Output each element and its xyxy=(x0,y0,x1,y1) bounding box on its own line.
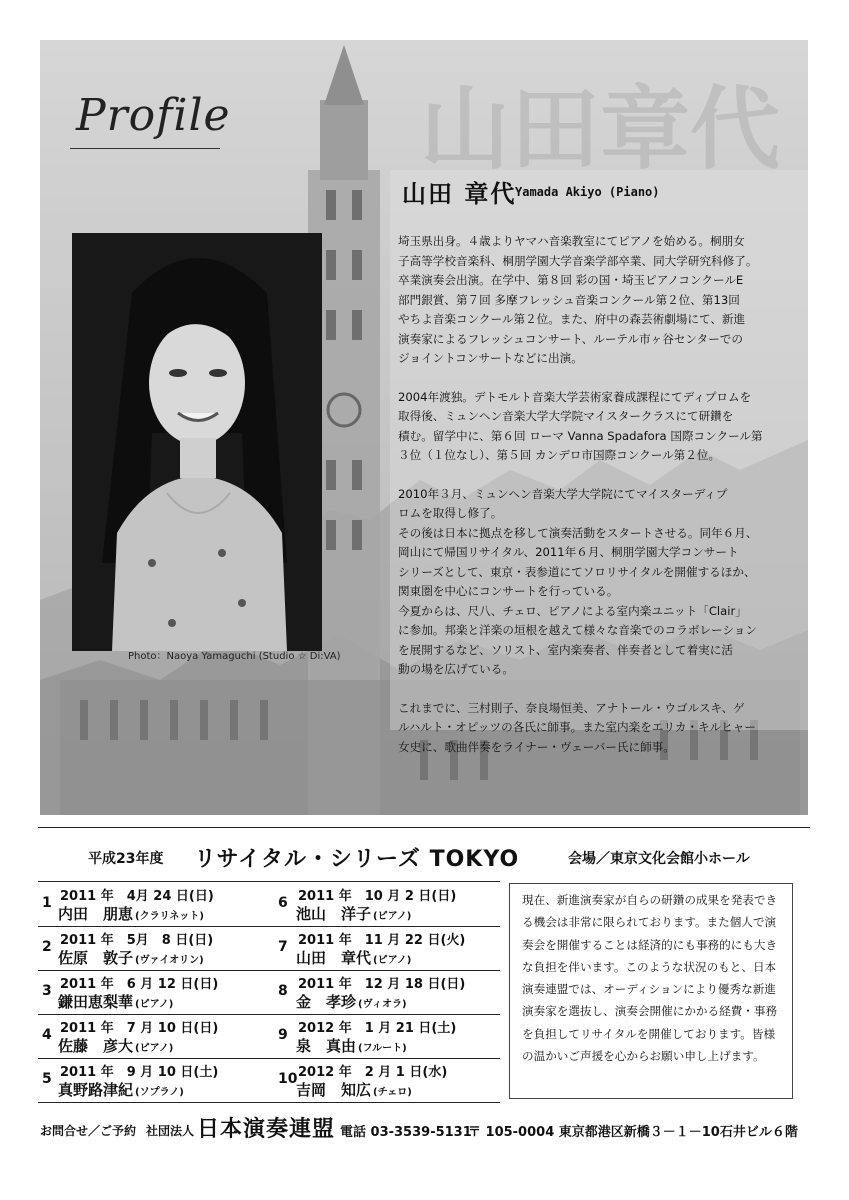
performer-name: 佐原 敦子 xyxy=(58,949,134,967)
postal-address: 〒 105-0004 東京都港区新橋３－１－10石井ビル６階 xyxy=(468,1125,798,1140)
performer-biography xyxy=(398,232,776,776)
concert-number: 4 xyxy=(42,1027,52,1043)
concert-date: 2011 年 4月 24 日(日) xyxy=(60,889,214,904)
concert-date: 2012 年 2 月 1 日(水) xyxy=(298,1065,448,1080)
schedule-row xyxy=(38,926,500,971)
bio-paragraph: 今夏からは、尺八、チェロ、ピアノによる室内楽ユニット「Clair」 に参加。邦楽と洋楽の垣根を越えて様々な音楽でのコラボレーション を展開するなど、ソリスト、室内楽奏者、伴奏者として着実に活 動の場を広げている。 xyxy=(398,603,757,676)
inquiry-label: お問合せ／ご予約 xyxy=(40,1124,137,1138)
concert-entry xyxy=(38,970,276,1014)
concert-date: 2011 年 10 月 2 日(日) xyxy=(298,889,457,904)
performer-name: 山田 章代 xyxy=(296,949,372,967)
organization-name: 日本演奏連盟 xyxy=(197,1117,336,1142)
bio-paragraph: 埼玉県出身。４歳よりヤマハ音楽教室にてピアノを始める。桐朋女 子高等学校音楽科、桐朋学園大学音楽学部卒業、同大学研究科修了。 卒業演奏会出演。在学中、第８回 彩の国・埼玉ピアノコンクールE 部門銀賞、第７回 多摩フレッシュ音楽コンクール第２位、第13回 やちよ音楽コンクール第２位。また、府中の森芸術劇場にて、新進 演奏家によるフレッシュコンサート、ルーテル市ヶ谷センターでの ジョイントコンサートなどに出演。 xyxy=(398,234,758,365)
concert-entry xyxy=(276,1014,500,1058)
performer-entry xyxy=(58,1079,184,1100)
photo-credit: Photo：Naoya Yamaguchi (Studio ☆ Di:VA) xyxy=(128,651,341,662)
performer-instrument: (チェロ) xyxy=(373,1087,412,1098)
performer-instrument: (ヴィオラ) xyxy=(358,999,407,1010)
concert-entry xyxy=(38,1058,276,1102)
schedule-row xyxy=(38,1014,500,1059)
performer-entry xyxy=(296,903,411,924)
concert-number: 10 xyxy=(278,1071,298,1087)
performer-name: 真野路津紀 xyxy=(58,1081,134,1099)
performer-entry xyxy=(296,1079,412,1100)
bio-paragraph: その後は日本に拠点を移して演奏活動をスタートさせる。同年６月、 岡山にて帰国リサイタル、2011年６月、桐朋学園大学コンサート シリーズとして、東京・表参道にてソロリサイタルを開催するほか、 関東圏を中心にコンサートを行っている。 xyxy=(398,525,758,598)
performer-name-japanese: 山田 章代 xyxy=(402,180,517,208)
schedule-row xyxy=(38,882,500,927)
concert-entry xyxy=(276,1058,500,1102)
series-header xyxy=(0,842,849,872)
performer-entry xyxy=(58,903,204,924)
performer-name: 鎌田恵梨華 xyxy=(58,993,134,1011)
performer-entry xyxy=(296,1035,407,1056)
performer-name: 吉岡 知広 xyxy=(296,1081,372,1099)
performer-entry xyxy=(58,991,173,1012)
concert-number: 6 xyxy=(278,895,288,911)
concert-number: 3 xyxy=(42,983,52,999)
performer-instrument: (クラリネット) xyxy=(135,911,204,922)
phone-number: 電話 03-3539-5131 xyxy=(340,1125,472,1140)
organization-type: 社団法人 xyxy=(146,1124,195,1138)
concert-number: 1 xyxy=(42,895,52,911)
performer-entry xyxy=(296,947,411,968)
schedule-row xyxy=(38,1058,500,1103)
portrait-image xyxy=(72,233,322,651)
concert-date: 2011 年 9 月 10 日(土) xyxy=(60,1065,219,1080)
performer-entry xyxy=(58,947,204,968)
bio-paragraph: これまでに、三村則子、奈良場恒美、アナトール・ウゴルスキ、ゲ ルハルト・オピッツの各氏に師事。また室内楽をエリカ・キルヒャー 女史に、歌曲伴奏をライナー・ヴェーバー氏に師事。 xyxy=(398,700,756,754)
concert-date: 2012 年 1 月 21 日(土) xyxy=(298,1021,457,1036)
schedule-row xyxy=(38,970,500,1015)
profile-underline xyxy=(70,148,220,149)
concert-date: 2011 年 5月 8 日(日) xyxy=(60,933,214,948)
series-title: リサイタル・シリーズ TOKYO xyxy=(194,847,520,872)
performer-entry xyxy=(296,991,407,1012)
performer-instrument: (ピアノ) xyxy=(373,911,412,922)
concert-number: 2 xyxy=(42,939,52,955)
concert-date: 2011 年 7 月 10 日(日) xyxy=(60,1021,219,1036)
concert-entry xyxy=(38,882,276,926)
contact-footer xyxy=(0,1112,849,1142)
series-description: 現在、新進演奏家が自らの研鑽の成果を発表できる機会は非常に限られております。また個人で演奏会を開催することは経済的にも事務的にも大きな負担を伴います。このような状況のもと、日本演奏連盟では、オーディションにより優秀な新進演奏家を選抜し、演奏会開催にかかる経費・事務を負担してリサイタルを開催しております。皆様の温かいご声援を心からお願い申し上げます。 xyxy=(509,883,793,1099)
performer-name: 泉 真由 xyxy=(296,1037,357,1055)
bio-paragraph: 2004年渡独。デトモルト音楽大学芸術家養成課程にてディプロムを 取得後、ミュンヘン音楽大学大学院マイスタークラスにて研鑽を 積む。留学中に、第６回 ローマ Vanna Spadafora 国際コンクール第 ３位（１位なし）、第５回 カンデロ市国際コンクール第２位。 xyxy=(398,389,763,462)
concert-entry xyxy=(38,926,276,970)
concert-entry xyxy=(276,970,500,1014)
concert-date: 2011 年 6 月 12 日(日) xyxy=(60,977,219,992)
concert-date: 2011 年 12 月 18 日(日) xyxy=(298,977,466,992)
performer-instrument: (フルート) xyxy=(358,1043,407,1054)
concert-entry xyxy=(276,926,500,970)
concert-number: 9 xyxy=(278,1027,288,1043)
concert-number: 7 xyxy=(278,939,288,955)
series-year: 平成23年度 xyxy=(88,851,164,867)
performer-instrument: (ピアノ) xyxy=(135,999,174,1010)
performer-photo xyxy=(72,233,322,651)
svg-text:山田章代: 山田章代 xyxy=(420,76,780,182)
profile-panel xyxy=(40,40,808,815)
concert-schedule xyxy=(38,881,500,1103)
performer-name: 佐藤 彦大 xyxy=(58,1037,134,1055)
bio-paragraph: 2010年３月、ミュンヘン音楽大学大学院にてマイスターディプ ロムを取得し修了。 xyxy=(398,486,728,520)
performer-name: 池山 洋子 xyxy=(296,905,372,923)
divider xyxy=(38,827,810,828)
performer-name: 内田 朋恵 xyxy=(58,905,134,923)
profile-heading: Profile xyxy=(76,90,231,141)
performer-instrument: (ピアノ) xyxy=(135,1043,174,1054)
concert-entry xyxy=(276,882,500,926)
performer-instrument: (ソプラノ) xyxy=(135,1087,184,1098)
concert-entry xyxy=(38,1014,276,1058)
performer-name: 金 孝珍 xyxy=(296,993,357,1011)
performer-instrument: (ピアノ) xyxy=(373,955,412,966)
concert-number: 5 xyxy=(42,1071,52,1087)
concert-date: 2011 年 11 月 22 日(火) xyxy=(298,933,466,948)
concert-number: 8 xyxy=(278,983,288,999)
performer-instrument: (ヴァイオリン) xyxy=(135,955,204,966)
series-venue: 会場／東京文化会館小ホール xyxy=(568,851,750,867)
performer-entry xyxy=(58,1035,173,1056)
performer-name-english: Yamada Akiyo (Piano) xyxy=(515,185,660,199)
